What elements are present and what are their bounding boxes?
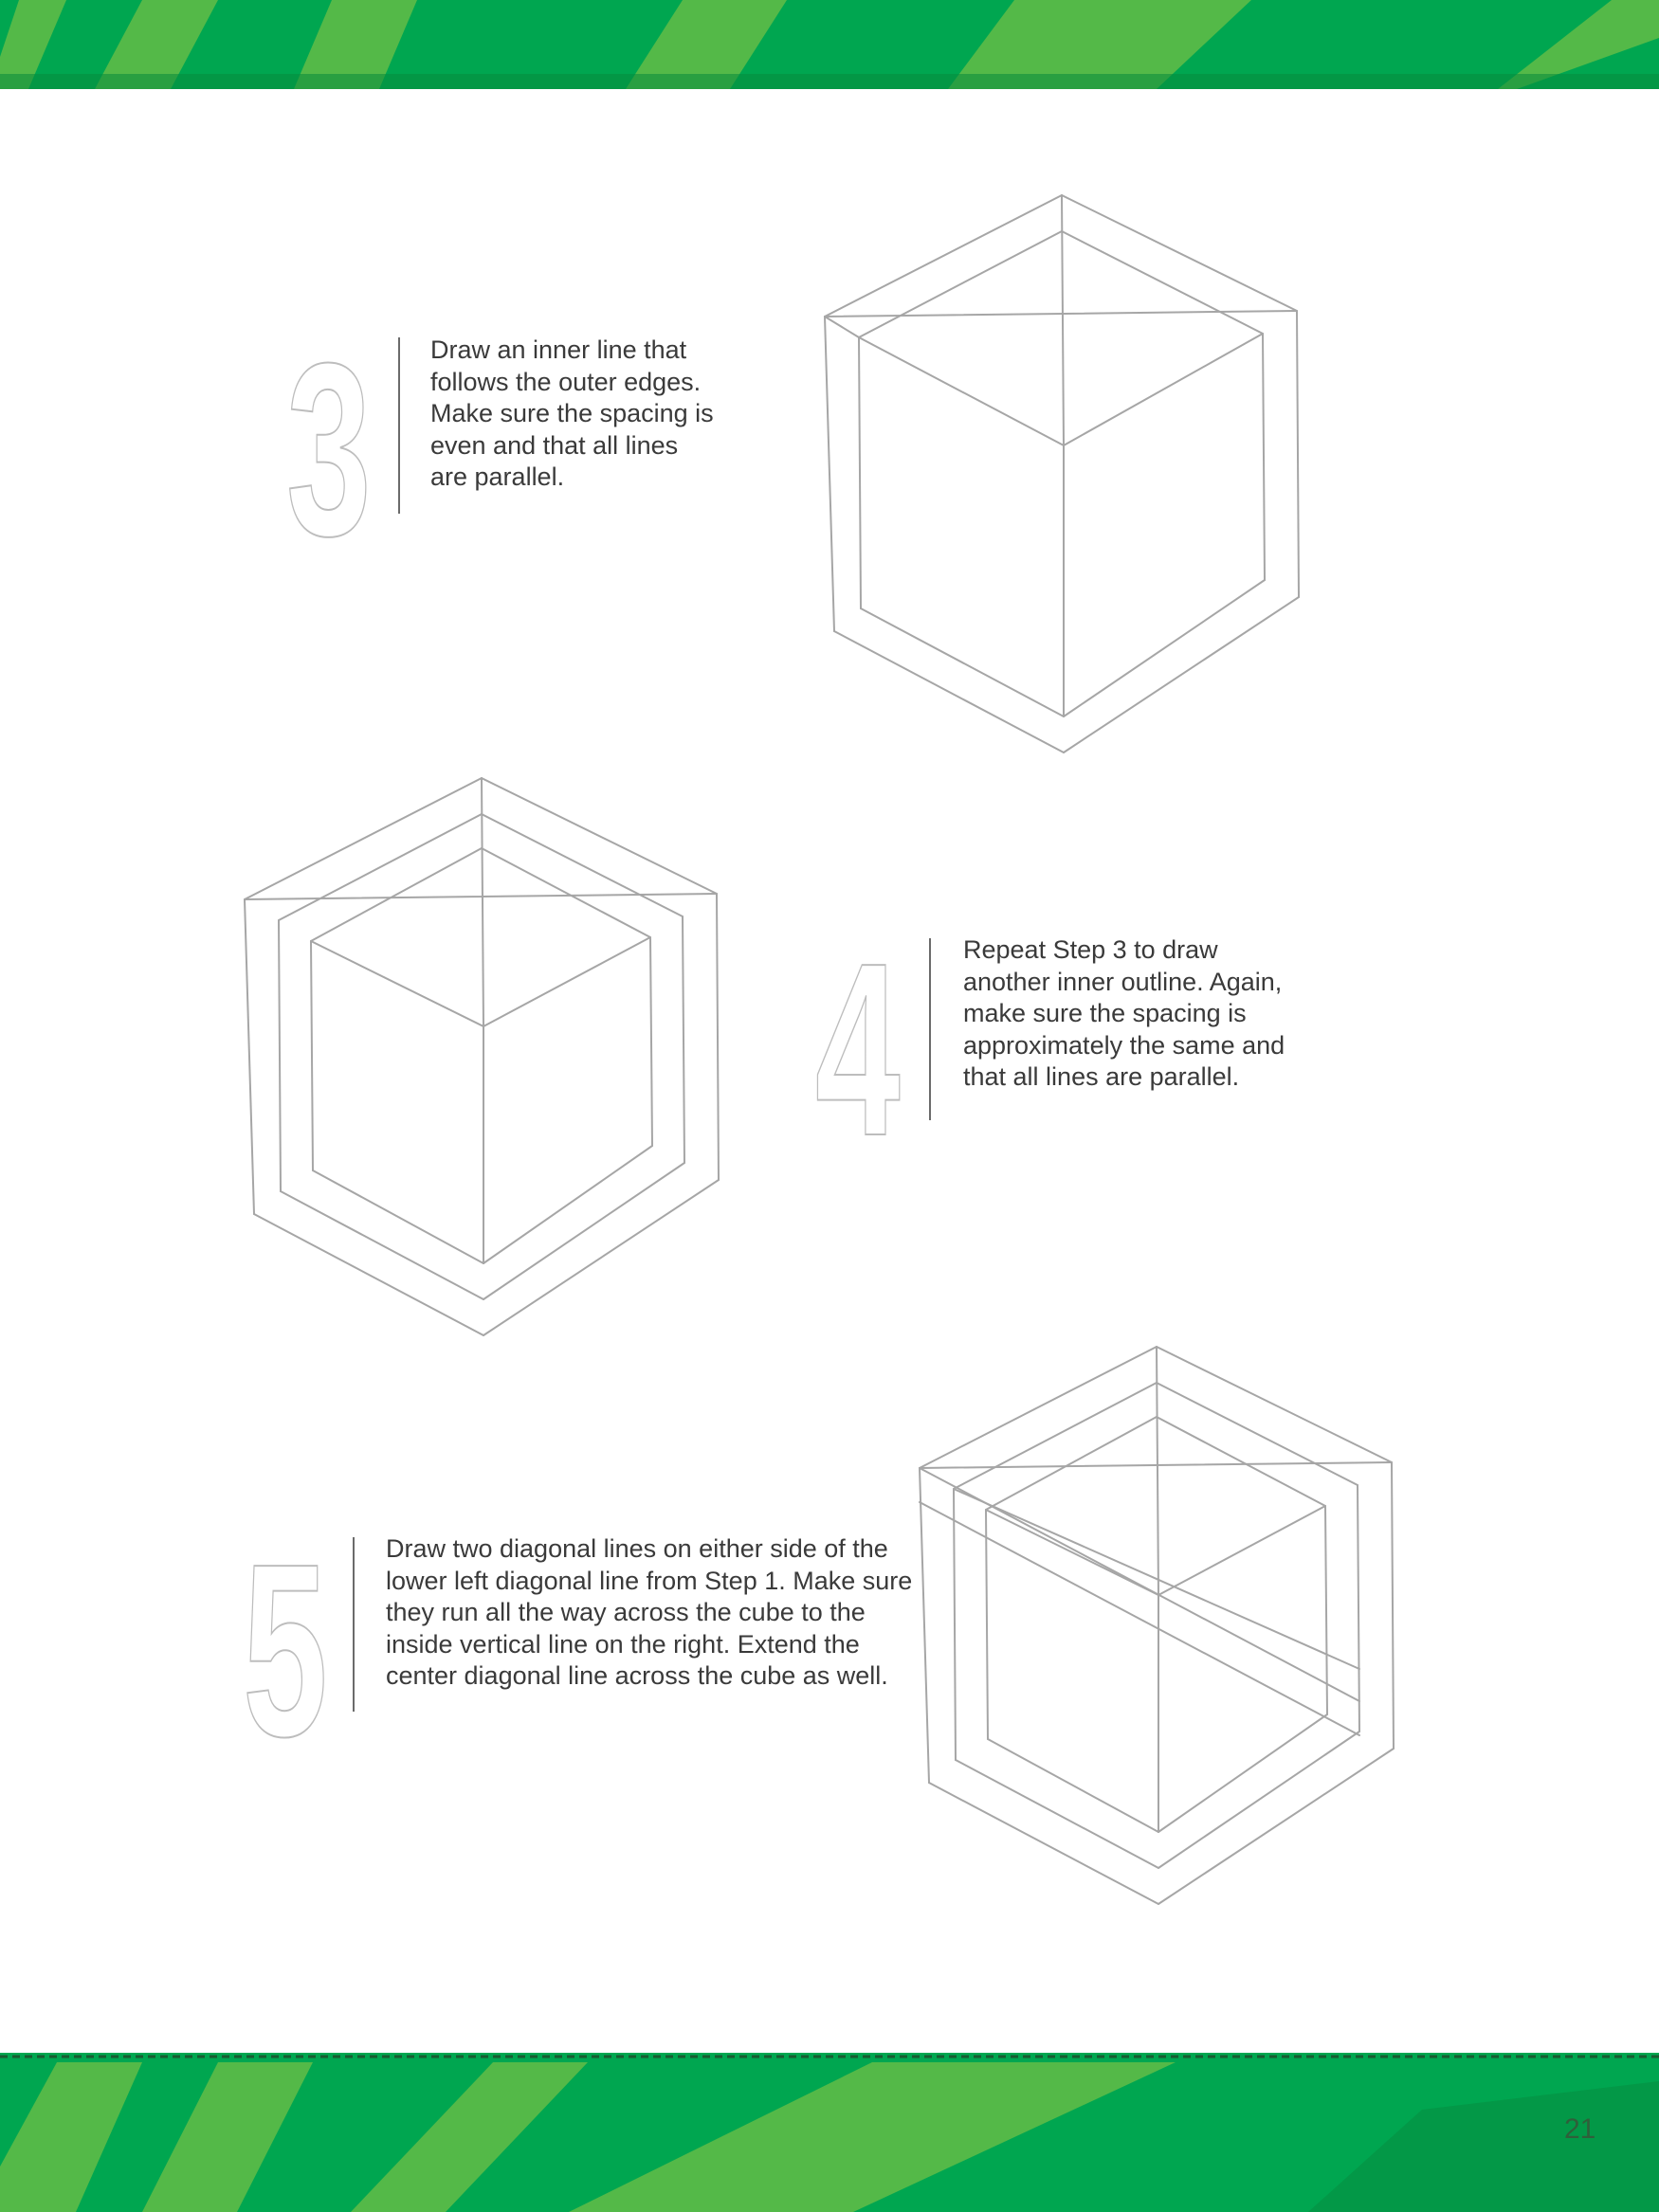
step-5-divider: [353, 1537, 355, 1712]
step-4-divider: [929, 938, 931, 1120]
page-number: 21: [1564, 2113, 1596, 2145]
step-3-instructions: Draw an inner line that follows the outer edges. Make sure the spacing is even and that all lines are parallel.: [430, 335, 714, 491]
step-5-instructions: Draw two diagonal lines on either side of the lower left diagonal line from Step 1. Make sure they run all the way across the cube to the inside vertical line on the right. Extend the center diagonal line across the cube as well.: [386, 1534, 913, 1690]
step-5-number: 5: [243, 1514, 328, 1788]
step-5-cube-drawing: [910, 1341, 1403, 1910]
bottom-decorative-band: [0, 2053, 1659, 2212]
step-4-instructions: Repeat Step 3 to draw another inner outline. Again, make sure the spacing is approximately the same and that all lines are parallel.: [963, 935, 1285, 1091]
step-3-divider: [398, 337, 400, 514]
step-3-number: 3: [286, 313, 372, 588]
top-decorative-band: [0, 0, 1659, 89]
step-4-number: 4: [815, 913, 901, 1188]
step-4-cube-drawing: [235, 772, 728, 1341]
step-3-cube-drawing: [815, 190, 1308, 758]
